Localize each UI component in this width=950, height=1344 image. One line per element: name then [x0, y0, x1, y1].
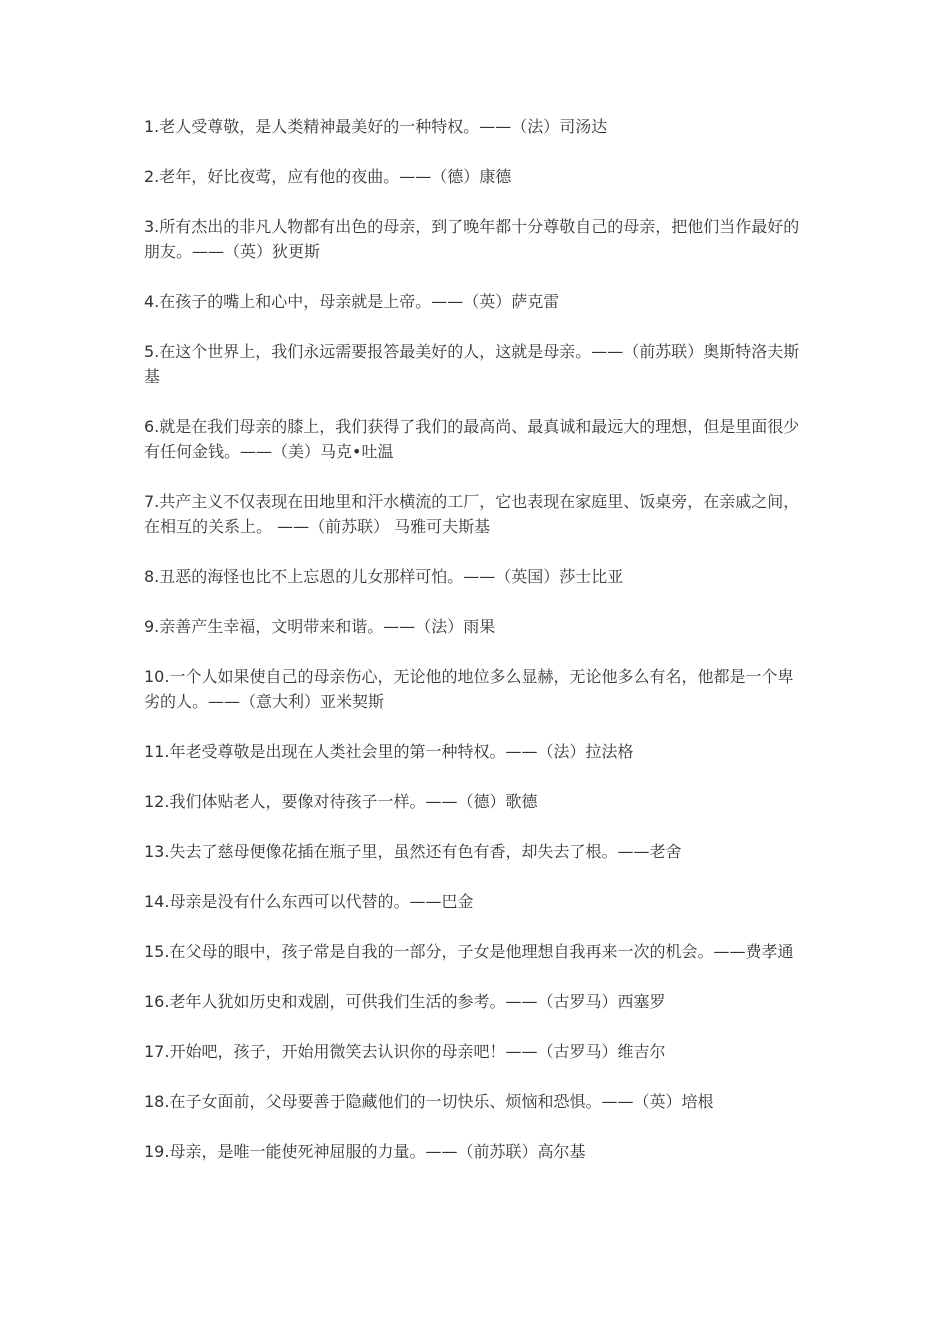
quote-paragraph: 12.我们体贴老人，要像对待孩子一样。——（德）歌德 [144, 792, 538, 811]
quote-paragraph: 18.在子女面前，父母要善于隐藏他们的一切快乐、烦恼和恐惧。——（英）培根 [144, 1092, 714, 1111]
quote-paragraph: 19.母亲，是唯一能使死神屈服的力量。——（前苏联）高尔基 [144, 1142, 586, 1161]
quote-paragraph: 16.老年人犹如历史和戏剧，可供我们生活的参考。——（古罗马）西塞罗 [144, 992, 666, 1011]
quote-paragraph: 17.开始吧，孩子，开始用微笑去认识你的母亲吧！——（古罗马）维吉尔 [144, 1042, 666, 1061]
quote-paragraph: 14.母亲是没有什么东西可以代替的。——巴金 [144, 892, 474, 911]
quote-paragraph: 13.失去了慈母便像花插在瓶子里，虽然还有色有香，却失去了根。——老舍 [144, 842, 682, 861]
quote-paragraph: 2.老年，好比夜莺，应有他的夜曲。——（德）康德 [144, 167, 512, 186]
quote-paragraph: 8.丑恶的海怪也比不上忘恩的儿女那样可怕。——（英国）莎士比亚 [144, 567, 624, 586]
quote-paragraph: 1.老人受尊敬，是人类精神最美好的一种特权。——（法）司汤达 [144, 117, 608, 136]
quote-paragraph: 7.共产主义不仅表现在田地里和汗水横流的工厂，它也表现在家庭里、饭桌旁，在亲戚之间，在相互的关系上。 ——（前苏联） 马雅可夫斯基 [144, 492, 800, 536]
quote-paragraph: 3.所有杰出的非凡人物都有出色的母亲，到了晚年都十分尊敬自己的母亲，把他们当作最好的朋友。——（英）狄更斯 [144, 217, 800, 261]
quote-paragraph: 10.一个人如果使自己的母亲伤心，无论他的地位多么显赫，无论他多么有名，他都是一个卑劣的人。——（意大利）亚米契斯 [144, 667, 794, 711]
quote-paragraph: 6.就是在我们母亲的膝上，我们获得了我们的最高尚、最真诚和最远大的理想，但是里面很少有任何金钱。——（美）马克•吐温 [144, 417, 800, 461]
quote-paragraph: 15.在父母的眼中，孩子常是自我的一部分，子女是他理想自我再来一次的机会。——费孝通 [144, 942, 794, 961]
quote-paragraph: 9.亲善产生幸福，文明带来和谐。——（法）雨果 [144, 617, 496, 636]
quote-paragraph: 11.年老受尊敬是出现在人类社会里的第一种特权。——（法）拉法格 [144, 742, 634, 761]
quote-list [144, 114, 808, 1189]
quote-paragraph: 5.在这个世界上，我们永远需要报答最美好的人，这就是母亲。——（前苏联）奥斯特洛夫斯基 [144, 342, 800, 386]
quote-paragraph: 4.在孩子的嘴上和心中，母亲就是上帝。——（英）萨克雷 [144, 292, 560, 311]
